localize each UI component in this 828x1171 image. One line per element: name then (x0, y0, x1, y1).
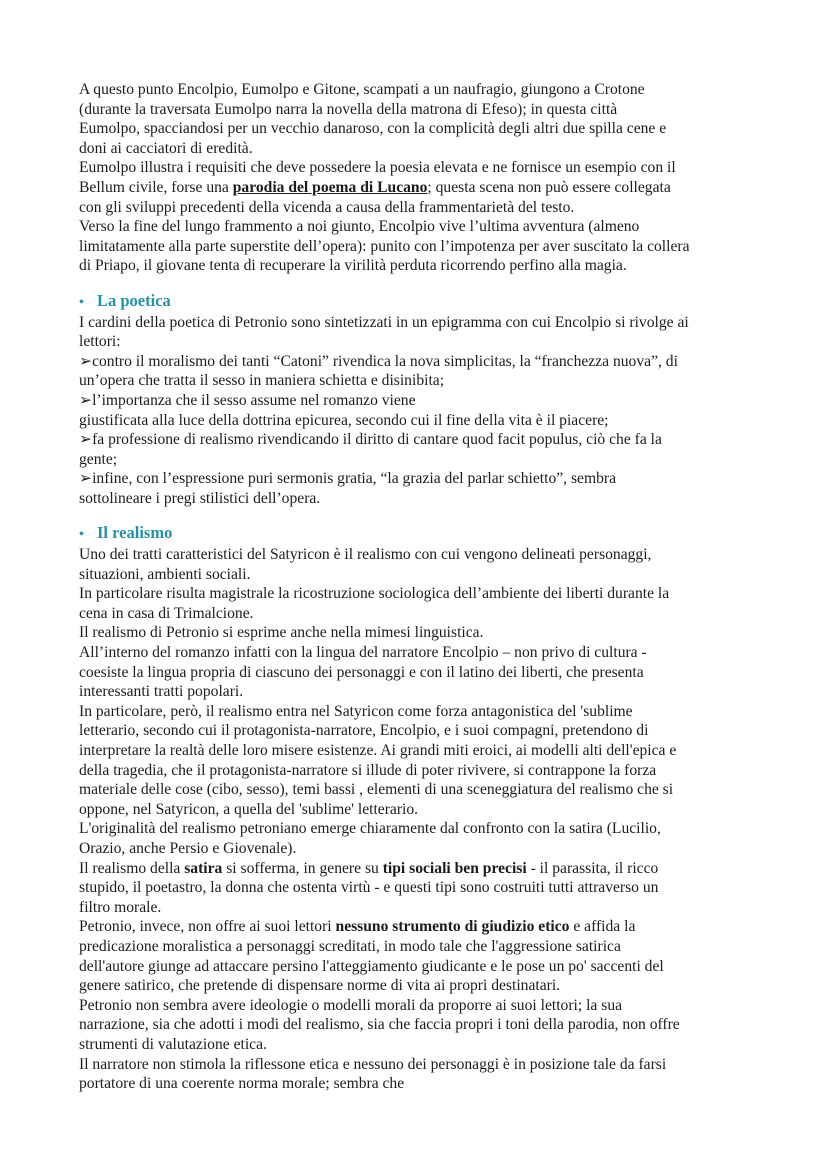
text-segment: Bellum civile, forse una (79, 178, 233, 196)
text-segment: Petronio non sembra avere ideologie o modelli morali da proporre ai suoi lettori; la sua (79, 996, 623, 1014)
text-line (79, 898, 779, 918)
text-segment: gente; (79, 450, 118, 468)
text-segment: strumenti di valutazione etica. (79, 1035, 267, 1053)
text-segment: In particolare, però, il realismo entra nel Satyricon come forza antagonistica del 'sublime (79, 702, 633, 720)
text-line (79, 682, 779, 702)
text-line (79, 721, 779, 741)
text-segment: interpretare la realtà delle loro misere esistenze. Ai grandi miti eroici, ai modelli alti dell'epica e (79, 742, 677, 759)
text-line (79, 839, 779, 859)
text-line (79, 100, 779, 120)
text-segment: Orazio, anche Persio e Giovenale). (79, 839, 297, 857)
text-line (79, 1035, 779, 1055)
text-segment: I cardini della poetica di Petronio sono sintetizzati in un epigramma con cui Encolpio si rivolge ai (79, 313, 689, 331)
text-line (79, 565, 779, 585)
bold-text: tipi sociali ben precisi (382, 859, 527, 877)
text-segment: e affida la (569, 918, 636, 936)
text-segment: ; questa scena non può essere collegata (427, 178, 671, 196)
text-line (79, 450, 779, 470)
text-line (79, 313, 779, 333)
section (79, 523, 779, 1093)
text-segment: con gli sviluppi precedenti della vicenda a causa della frammentarietà del testo. (79, 198, 575, 216)
text-segment: un’opera che tratta il sesso in maniera schietta e disinibita; (79, 372, 445, 390)
text-segment: di Priapo, il giovane tenta di recuperare la virilità perduta ricorrendo perfino alla magia. (79, 257, 627, 275)
text-segment: Il realismo di Petronio si esprime anche nella mimesi linguistica. (79, 624, 484, 642)
text-segment: filtro morale. (79, 898, 162, 916)
text-line (79, 623, 779, 643)
section-heading (79, 523, 779, 545)
text-line (79, 800, 779, 820)
text-line (79, 1055, 779, 1075)
bold-text: nessuno strumento di giudizio etico (335, 918, 570, 936)
section-heading (79, 291, 779, 313)
text-segment: stupido, il poetastro, la donna che ostenta virtù - e questi tipi sono costruiti tutti attraverso un (79, 879, 659, 897)
text-line (79, 332, 779, 352)
text-segment: doni ai cacciatori di eredità. (79, 139, 253, 157)
text-line (79, 859, 779, 879)
text-line (79, 391, 779, 411)
section-heading-text: Il realismo (97, 523, 173, 543)
text-line (79, 780, 779, 800)
text-segment: All’interno del romanzo infatti con la lingua del narratore Encolpio – non privo di cultura - (79, 644, 647, 662)
text-segment: sottolineare i pregi stilistici dell’opera. (79, 489, 321, 507)
text-line (79, 819, 779, 839)
document-page (79, 80, 779, 1094)
text-line (79, 545, 779, 565)
text-line (79, 411, 779, 431)
text-segment: Eumolpo, spacciandosi per un vecchio danaroso, con la complicità degli altri due spilla cene e (79, 120, 667, 138)
text-line (79, 371, 779, 391)
text-segment: A questo punto Encolpio, Eumolpo e Gitone, scampati a un naufragio, giungono a Crotone (79, 81, 645, 98)
text-segment: lettori: (79, 333, 121, 351)
text-segment: portatore di una coerente norma morale; sembra che (79, 1075, 405, 1093)
section (79, 80, 779, 276)
bullet-icon: • (79, 294, 84, 310)
text-segment: In particolare risulta magistrale la ricostruzione sociologica dell’ambiente dei liberti durante la (79, 585, 670, 603)
text-line (79, 469, 779, 489)
text-line (79, 1074, 779, 1094)
text-line (79, 198, 779, 218)
text-segment: ➢fa professione di realismo rivendicando il diritto di cantare quod facit populus, ciò che fa la (79, 431, 662, 449)
text-segment: Il narratore non stimola la riflessone etica e nessuno dei personaggi è in posizione tale da farsi (79, 1055, 667, 1073)
text-segment: coesiste la lingua propria di ciascuno dei personaggi e con il latino dei liberti, che presenta (79, 663, 644, 681)
text-segment: interessanti tratti popolari. (79, 683, 244, 701)
text-segment: L'originalità del realismo petroniano emerge chiaramente dal confronto con la satira (Lucilio, (79, 820, 661, 838)
text-segment: predicazione moralistica a personaggi screditati, in modo tale che l'aggressione satirica (79, 937, 621, 955)
text-line (79, 761, 779, 781)
bullet-icon: • (79, 527, 84, 543)
text-line (79, 878, 779, 898)
text-line (79, 237, 779, 257)
section (79, 291, 779, 509)
text-segment: genere satirico, che pretende di dispensare norme di vita ai propri destinatari. (79, 977, 561, 995)
text-line (79, 158, 779, 178)
text-line (79, 352, 779, 372)
text-line (79, 584, 779, 604)
text-segment: giustificata alla luce della dottrina epicurea, secondo cui il fine della vita è il piacere; (79, 411, 609, 429)
text-segment: Verso la fine del lungo frammento a noi giunto, Encolpio vive l’ultima avventura (almeno (79, 218, 640, 236)
text-line (79, 80, 779, 100)
text-segment: ➢contro il moralismo dei tanti “Catoni” rivendica la nova simplicitas, la “franchezza nuova”, di (79, 352, 678, 370)
text-segment: si sofferma, in genere su (222, 859, 383, 877)
text-segment: cena in casa di Trimalcione. (79, 604, 254, 622)
bold-text: satira (184, 859, 223, 877)
text-line (79, 256, 779, 276)
underlined-bold-text: parodia del poema di Lucano (232, 178, 428, 196)
text-segment: Uno dei tratti caratteristici del Satyricon è il realismo con cui vengono delineati personaggi, (79, 546, 652, 564)
text-segment: materiale delle cose (cibo, sesso), temi bassi , elementi di una sceneggiatura del realismo che si (79, 781, 674, 799)
text-line (79, 957, 779, 977)
text-segment: Il realismo della (79, 859, 185, 877)
text-line (79, 996, 779, 1016)
section-heading-text: La poetica (97, 290, 171, 310)
text-line (79, 489, 779, 509)
text-line (79, 217, 779, 237)
text-segment: Eumolpo illustra i requisiti che deve possedere la poesia elevata e ne fornisce un esempio con il (79, 159, 676, 177)
text-segment: limitatamente alla parte superstite dell’opera): punito con l’impotenza per aver suscitato la collera (79, 237, 690, 255)
text-line (79, 430, 779, 450)
text-line (79, 976, 779, 996)
text-segment: ➢infine, con l’espressione puri sermonis gratia, “la grazia del parlar schietto”, sembra (79, 470, 616, 488)
text-segment: Petronio, invece, non offre ai suoi lettori (79, 918, 336, 936)
text-segment: - il parassita, il ricco (526, 859, 659, 877)
text-line (79, 604, 779, 624)
text-segment: letterario, secondo cui il protagonista-narratore, Encolpio, e i suoi compagni, pretendono di (79, 722, 649, 740)
text-line (79, 119, 779, 139)
text-line (79, 917, 779, 937)
text-line (79, 702, 779, 722)
text-line (79, 741, 779, 761)
text-line (79, 178, 779, 198)
text-line (79, 937, 779, 957)
text-line (79, 1015, 779, 1035)
text-segment: narrazione, sia che adotti i modi del realismo, sia che faccia propri i toni della parodia, non offre (79, 1016, 680, 1034)
text-segment: ➢l’importanza che il sesso assume nel romanzo viene (79, 391, 416, 409)
text-line (79, 643, 779, 663)
text-segment: situazioni, ambienti sociali. (79, 565, 251, 583)
text-segment: della tragedia, che il protagonista-narratore si illude di poter rivivere, si contrappone la forza (79, 761, 657, 779)
text-line (79, 663, 779, 683)
text-segment: oppone, nel Satyricon, a quella del 'sublime' letterario. (79, 800, 419, 818)
text-segment: (durante la traversata Eumolpo narra la novella della matrona di Efeso); in questa città (79, 100, 618, 118)
text-segment: dell'autore giunge ad attaccare persino l'atteggiamento giudicante e le pose un po' saccenti del (79, 957, 664, 975)
text-line (79, 139, 779, 159)
